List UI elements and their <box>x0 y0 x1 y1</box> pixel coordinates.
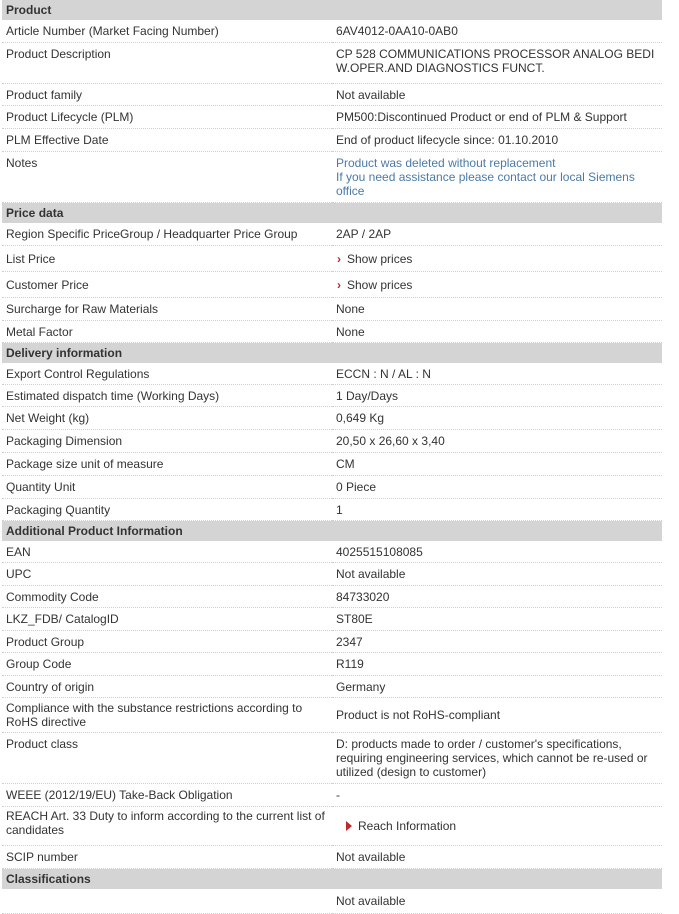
row-label: Quantity Unit <box>2 476 332 499</box>
row-label: Export Control Regulations <box>2 363 332 385</box>
row-label: Product family <box>2 84 332 106</box>
table-row <box>2 608 662 631</box>
row-label: Product Group <box>2 631 332 653</box>
table-row <box>2 223 662 246</box>
section-title: Additional Product Information <box>2 521 662 542</box>
show-prices-link[interactable] <box>332 272 662 298</box>
row-label: SCIP number <box>2 846 332 869</box>
table-row <box>2 807 662 846</box>
section-header-product <box>2 0 662 20</box>
table-row <box>2 385 662 407</box>
row-label: Packaging Dimension <box>2 430 332 453</box>
row-label: Country of origin <box>2 676 332 698</box>
row-value: Not available <box>332 889 662 914</box>
row-value: 1 <box>332 499 662 521</box>
row-label: Net Weight (kg) <box>2 407 332 430</box>
notes-value <box>332 152 662 203</box>
row-label <box>2 889 332 914</box>
row-value <box>332 43 662 84</box>
table-row <box>2 563 662 586</box>
table-row <box>2 653 662 676</box>
section-title: Delivery information <box>2 343 662 364</box>
value-line: CP 528 COMMUNICATIONS PROCESSOR ANALOG BEDI <box>336 47 655 61</box>
row-label: EAN <box>2 541 332 563</box>
row-value: ECCN : N / AL : N <box>332 363 662 385</box>
section-title: Classifications <box>2 869 662 890</box>
row-value: Not available <box>332 84 662 106</box>
value-line: utilized (design to customer) <box>336 765 487 779</box>
row-label: Surcharge for Raw Materials <box>2 298 332 321</box>
row-label: Customer Price <box>2 272 332 298</box>
table-row <box>2 846 662 869</box>
table-row <box>2 733 662 784</box>
row-value: 1 Day/Days <box>332 385 662 407</box>
row-label: Product class <box>2 733 332 784</box>
row-label: Metal Factor <box>2 321 332 343</box>
table-row <box>2 541 662 563</box>
row-value: 2AP / 2AP <box>332 223 662 246</box>
row-value: 4025515108085 <box>332 541 662 563</box>
table-row <box>2 321 662 343</box>
table-row <box>2 106 662 129</box>
row-label: PLM Effective Date <box>2 129 332 152</box>
row-label: Notes <box>2 152 332 203</box>
label-line: Compliance with the substance restrictions according to <box>6 701 303 715</box>
section-title: Product <box>2 0 662 20</box>
table-row <box>2 476 662 499</box>
row-value: 2347 <box>332 631 662 653</box>
table-row <box>2 272 662 298</box>
section-header-classifications <box>2 869 662 890</box>
table-row <box>2 407 662 430</box>
section-header-delivery <box>2 343 662 364</box>
table-row <box>2 453 662 476</box>
row-label: Product Description <box>2 43 332 84</box>
table-row <box>2 499 662 521</box>
table-row <box>2 889 662 914</box>
row-label: Group Code <box>2 653 332 676</box>
section-header-additional <box>2 521 662 542</box>
row-value: - <box>332 784 662 807</box>
show-prices-label[interactable]: Show prices <box>347 251 413 266</box>
show-prices-label[interactable]: Show prices <box>347 277 413 292</box>
show-prices-link[interactable] <box>332 246 662 272</box>
row-value: None <box>332 298 662 321</box>
row-value: 84733020 <box>332 586 662 608</box>
note-line: Product was deleted without replacement <box>336 156 556 170</box>
label-line: REACH Art. 33 Duty to inform according to the current list of <box>6 809 325 823</box>
table-row <box>2 784 662 807</box>
row-label: Commodity Code <box>2 586 332 608</box>
label-line: RoHS directive <box>6 715 87 729</box>
triangle-right-icon <box>346 821 352 831</box>
section-title: Price data <box>2 203 662 224</box>
table-row <box>2 631 662 653</box>
table-row <box>2 430 662 453</box>
row-value: Not available <box>332 563 662 586</box>
row-value: 6AV4012-0AA10-0AB0 <box>332 20 662 43</box>
row-value: PM500:Discontinued Product or end of PLM & Support <box>332 106 662 129</box>
note-line[interactable]: office <box>336 184 365 198</box>
row-label <box>2 807 332 846</box>
row-value: 0 Piece <box>332 476 662 499</box>
table-row <box>2 298 662 321</box>
table-row <box>2 676 662 698</box>
row-label: Estimated dispatch time (Working Days) <box>2 385 332 407</box>
value-line: D: products made to order / customer's specifications, <box>336 737 622 751</box>
section-header-price <box>2 203 662 224</box>
row-label: Region Specific PriceGroup / Headquarter Price Group <box>2 223 332 246</box>
value-line: requiring engineering services, which cannot be re-used or <box>336 751 648 765</box>
table-row <box>2 20 662 43</box>
table-row <box>2 246 662 272</box>
chevron-right-icon: › <box>337 277 341 292</box>
value-line: W.OPER.AND DIAGNOSTICS FUNCT. <box>336 61 545 75</box>
row-value: CM <box>332 453 662 476</box>
reach-information-label[interactable]: Reach Information <box>358 819 457 833</box>
chevron-right-icon: › <box>337 251 341 266</box>
row-value: Germany <box>332 676 662 698</box>
table-row <box>2 152 662 203</box>
row-label: Packaging Quantity <box>2 499 332 521</box>
row-label <box>2 698 332 733</box>
row-value: 0,649 Kg <box>332 407 662 430</box>
row-value: 20,50 x 26,60 x 3,40 <box>332 430 662 453</box>
row-label: Article Number (Market Facing Number) <box>2 20 332 43</box>
table-row <box>2 43 662 84</box>
table-row <box>2 363 662 385</box>
row-label: List Price <box>2 246 332 272</box>
table-row <box>2 698 662 733</box>
product-data-table <box>2 0 662 914</box>
row-value: None <box>332 321 662 343</box>
note-line[interactable]: If you need assistance please contact our local Siemens <box>336 170 635 184</box>
row-label: WEEE (2012/19/EU) Take-Back Obligation <box>2 784 332 807</box>
row-value <box>332 733 662 784</box>
row-value: Not available <box>332 846 662 869</box>
table-row <box>2 586 662 608</box>
reach-information-link[interactable] <box>332 807 662 846</box>
row-label: Package size unit of measure <box>2 453 332 476</box>
row-label: LKZ_FDB/ CatalogID <box>2 608 332 631</box>
row-value: Product is not RoHS-compliant <box>332 698 662 733</box>
row-label: UPC <box>2 563 332 586</box>
table-row <box>2 84 662 106</box>
table-row <box>2 129 662 152</box>
row-value: R119 <box>332 653 662 676</box>
row-value: ST80E <box>332 608 662 631</box>
label-line: candidates <box>6 823 65 837</box>
row-label: Product Lifecycle (PLM) <box>2 106 332 129</box>
row-value: End of product lifecycle since: 01.10.2010 <box>332 129 662 152</box>
